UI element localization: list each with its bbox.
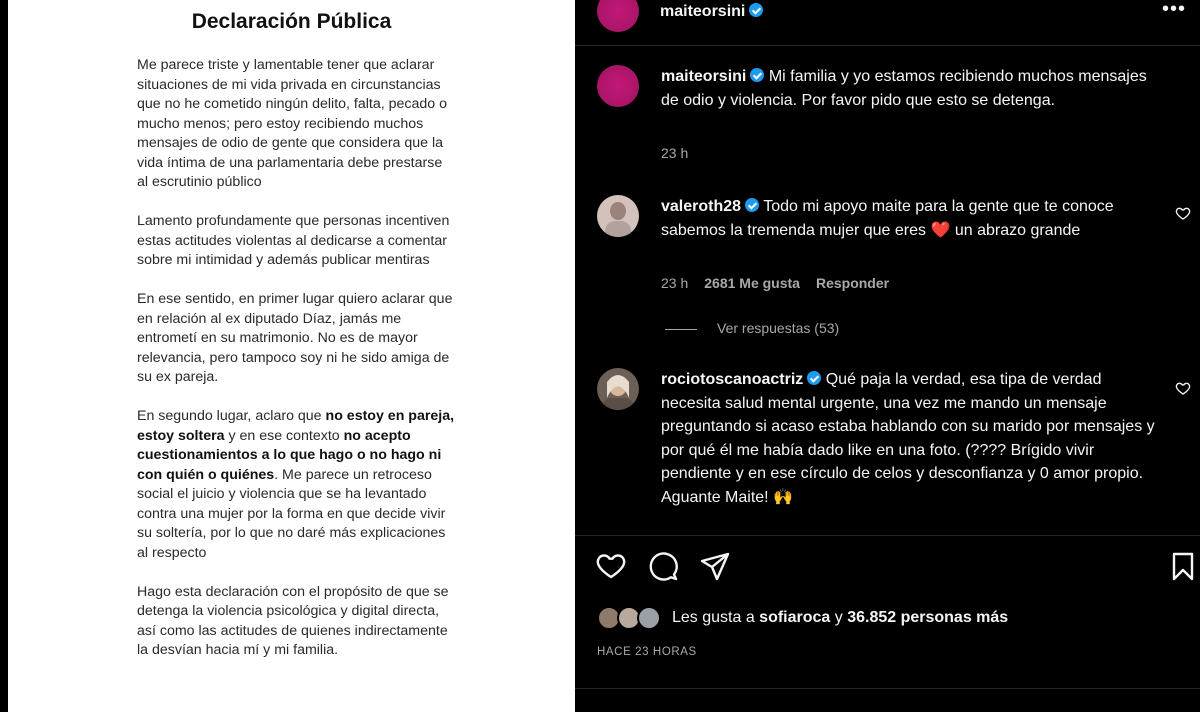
instagram-post-panel: [575, 0, 1200, 712]
liker-avatars: [597, 606, 667, 630]
divider: [575, 45, 1200, 46]
document-body: [137, 56, 457, 680]
reply-button[interactable]: Responder: [815, 275, 890, 291]
comment-item: [597, 368, 1177, 533]
caption-time[interactable]: 23 h: [661, 145, 689, 161]
liker-username[interactable]: sofiaroca: [759, 609, 831, 626]
document-title: Declaración Pública: [191, 10, 392, 33]
view-replies-button[interactable]: Ver respuestas (53): [665, 320, 839, 336]
commenter-username[interactable]: rociotoscanoactriz: [661, 371, 804, 388]
caption-meta: [661, 145, 704, 161]
comment-icon[interactable]: [647, 550, 679, 582]
verified-badge-icon: [750, 68, 764, 82]
commenter-avatar[interactable]: [597, 195, 639, 237]
post-caption: [597, 65, 1177, 175]
verified-badge-icon: [749, 3, 763, 17]
commenter-username[interactable]: valeroth28: [661, 198, 742, 215]
comment-likes[interactable]: 2681 Me gusta: [704, 275, 800, 291]
red-heart-emoji: ❤️: [930, 221, 951, 239]
document-paragraph-3: En ese sentido, en primer lugar quiero aclarar que en relación al ex diputado Díaz, jamás me entrometí en su matrimonio. No es de mayor relevancia, pero tampoco soy ni he sido amiga de su ex pareja.: [137, 291, 453, 385]
post-header: [575, 0, 1200, 30]
comment-item: [597, 195, 1177, 295]
document-paragraph-1: Me parece triste y lamentable tener que aclarar situaciones de mi vida privada en circunstancias que no he cometido ningún delito, falta, pecado o mucho menos; pero estoy recibiendo muchos mensajes de odio de gente que considera que la vida íntima de una parlamentaria debe prestarse al escrutinio público: [137, 57, 447, 190]
post-actions-bar: [575, 550, 1200, 586]
bookmark-icon[interactable]: [1167, 550, 1199, 582]
caption-text: Mi familia y yo estamos recibiendo muchos mensajes de odio y violencia. Por favor pido que esto se detenga.: [661, 68, 1147, 109]
declaration-document: [8, 0, 575, 712]
share-icon[interactable]: [699, 550, 731, 582]
more-dots-icon[interactable]: •••: [1161, 0, 1186, 20]
comment-time[interactable]: 23 h: [661, 275, 689, 291]
heart-icon[interactable]: [595, 550, 627, 582]
liker-avatar: [637, 606, 661, 630]
like-comment-heart-icon[interactable]: [1175, 205, 1191, 221]
document-paragraph-5: Hago esta declaración con el propósito de que se detenga la violencia psicológica y digital directa, así como las actitudes de quienes indirectamente la desvían hacia mí y mi familia.: [137, 583, 449, 658]
caption-username[interactable]: maiteorsini: [661, 68, 747, 85]
document-paragraph-4: En segundo lugar, aclaro que no estoy en pareja, estoy soltera y en ese contexto no acepto cuestionamientos a lo que hago o no hago ni con quién o quiénes. Me parece un retroceso social el juicio y violencia que se ha levantado contra una mujer por la forma en que decide vivir su soltería, por lo que no daré más explicaciones al respecto: [137, 408, 455, 561]
post-time-ago[interactable]: HACE 23 HORAS: [597, 646, 697, 658]
comment-meta: [661, 275, 905, 291]
commenter-avatar[interactable]: [597, 368, 639, 410]
likes-count[interactable]: 36.852 personas más: [847, 609, 1009, 626]
comment-text-end: un abrazo grande: [950, 221, 1081, 239]
verified-badge-icon: [745, 198, 759, 212]
divider-line: [665, 329, 697, 330]
like-comment-heart-icon[interactable]: [1175, 380, 1191, 396]
divider: [575, 535, 1200, 536]
comment-text-end: Aguante Maite! 🙌: [661, 488, 793, 506]
comment-text: Qué paja la verdad, esa tipa de verdad necesita salud mental urgente, una vez me mando un mensaje preguntando si acaso estaba hablando con su marido por mensajes y por qué él me había dado like en una foto. (???? Brígido vivir pendiente y en ese círculo de celos y desconfianza y 0 amor propio.: [661, 371, 1155, 482]
author-avatar[interactable]: [597, 0, 639, 32]
author-username[interactable]: maiteorsini: [660, 3, 746, 20]
caption-avatar[interactable]: [597, 65, 639, 107]
divider: [575, 688, 1200, 689]
comment-text: Todo mi apoyo maite para la gente que te conoce sabemos la tremenda mujer que eres: [661, 198, 1114, 239]
likes-summary[interactable]: Les gusta a sofiaroca y 36.852 personas más: [597, 604, 1197, 632]
verified-badge-icon: [807, 371, 821, 385]
document-paragraph-2: Lamento profundamente que personas incentiven estas actitudes violentas al dedicarse a comentar sobre mi intimidad y además publicar mentiras: [137, 213, 450, 268]
